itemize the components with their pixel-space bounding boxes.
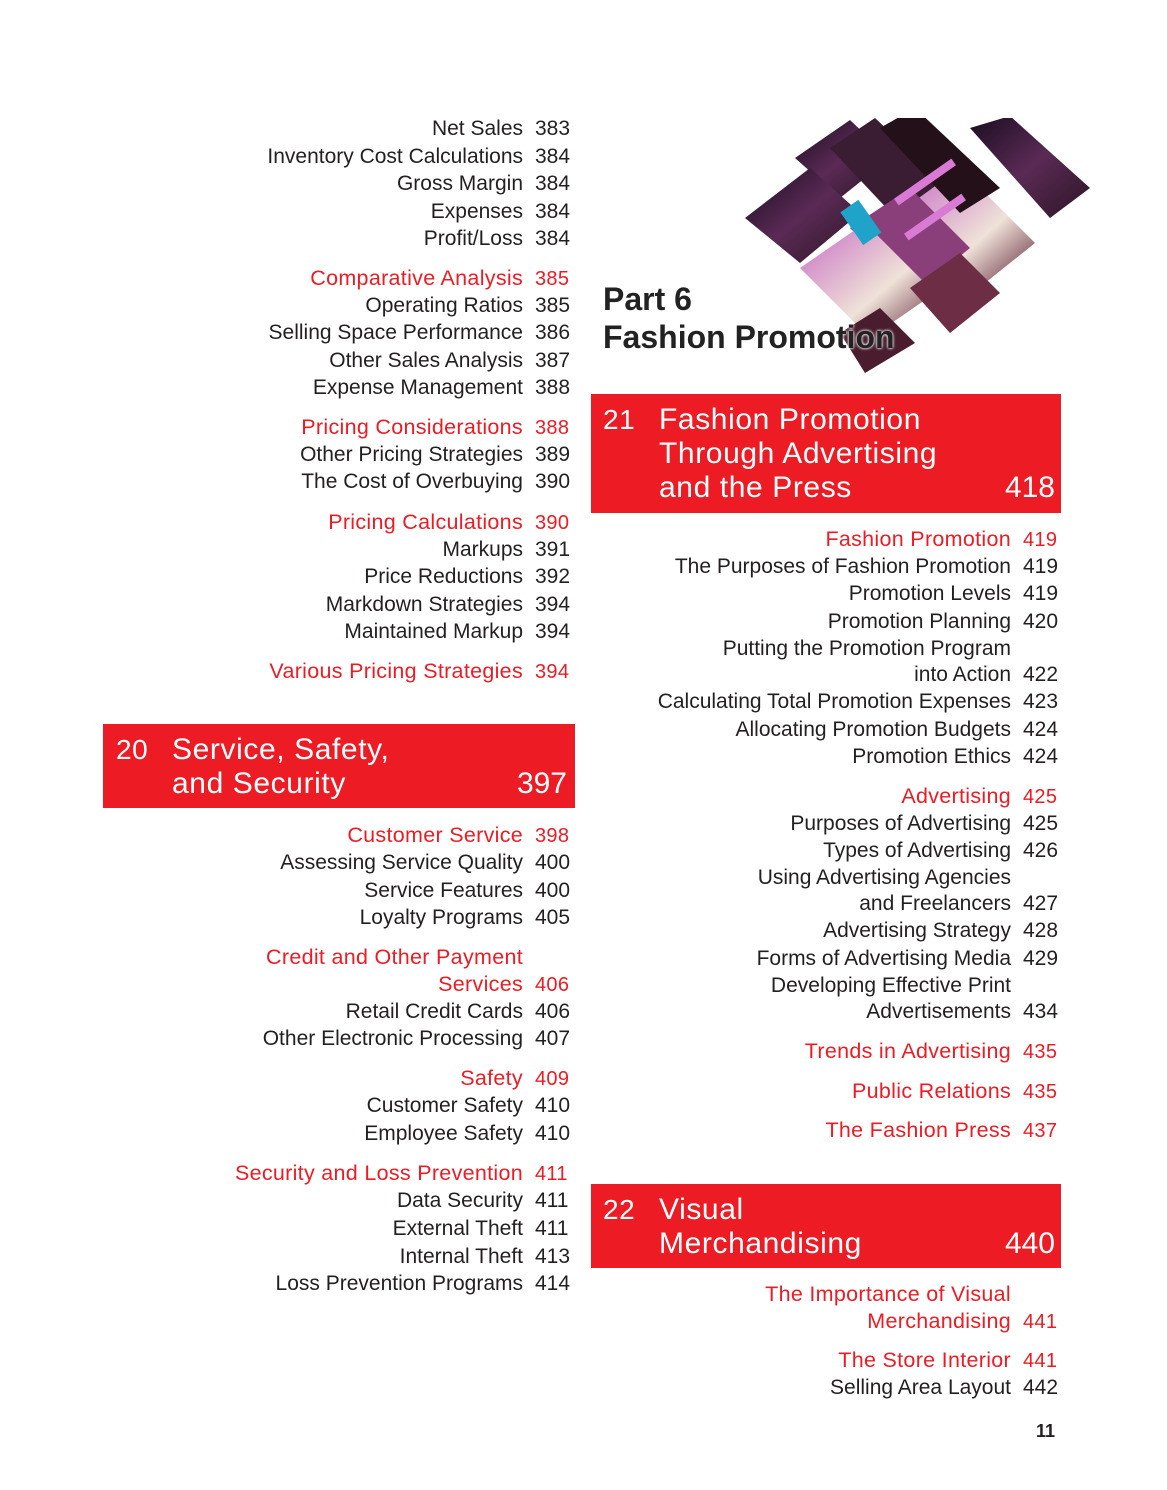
toc-section-heading: Credit and Other Payment: [266, 945, 523, 969]
toc-entry: and Freelancers 427: [859, 892, 1059, 915]
toc-section-heading: Services 406: [438, 972, 570, 996]
toc-entry: Retail Credit Cards 406: [345, 1000, 571, 1023]
toc-entry: Maintained Markup 394: [344, 620, 571, 643]
toc-section-heading: Security and Loss Prevention 411: [234, 1161, 568, 1185]
toc-entry: Profit/Loss 384: [423, 227, 571, 250]
toc-entry: External Theft 411: [392, 1217, 569, 1240]
toc-section-heading: Safety 409: [460, 1066, 570, 1090]
chapter-title: and the Press: [659, 471, 852, 504]
toc-section-heading: The Fashion Press 437: [825, 1118, 1058, 1142]
toc-section-heading: Customer Service 398: [347, 823, 570, 847]
toc-entry: Developing Effective Print: [770, 974, 1011, 997]
toc-section-heading: The Importance of Visual: [765, 1282, 1011, 1306]
toc-entry: Expenses 384: [430, 200, 571, 223]
toc-entry: The Cost of Overbuying 390: [301, 470, 571, 493]
toc-section-heading: Comparative Analysis 385: [310, 266, 570, 290]
toc-entry: Gross Margin 384: [396, 172, 571, 195]
toc-entry: Calculating Total Promotion Expenses 423: [657, 690, 1059, 713]
chapter-page: 418: [1004, 471, 1055, 504]
toc-entry: Other Pricing Strategies 389: [300, 443, 571, 466]
toc-entry: Customer Safety 410: [366, 1094, 571, 1117]
toc-entry: Using Advertising Agencies: [757, 866, 1011, 889]
toc-entry: Allocating Promotion Budgets 424: [735, 718, 1059, 741]
toc-entry: Selling Space Performance 386: [268, 321, 571, 344]
chapter-title: Service, Safety,: [172, 733, 390, 766]
toc-entry: Purposes of Advertising 425: [790, 812, 1059, 835]
toc-section-heading: Public Relations 435: [852, 1079, 1058, 1103]
toc-section-heading: The Store Interior 441: [838, 1348, 1058, 1372]
toc-entry: Selling Area Layout 442: [830, 1376, 1059, 1399]
chapter-page: 397: [516, 767, 567, 800]
toc-entry: Putting the Promotion Program: [722, 637, 1011, 660]
chapter-20-banner: [103, 724, 575, 808]
toc-entry: Data Security 411: [396, 1189, 569, 1212]
toc-entry: Markdown Strategies 394: [325, 593, 571, 616]
toc-entry: Advertisements 434: [866, 1000, 1059, 1023]
toc-section-heading: Fashion Promotion 419: [825, 527, 1058, 551]
toc-entry: Other Sales Analysis 387: [329, 349, 571, 372]
part-name: Fashion Promotion: [603, 319, 895, 355]
chapter-title: Through Advertising: [659, 437, 938, 470]
chapter-number: 20: [116, 734, 149, 765]
toc-entry: Service Features 400: [364, 879, 571, 902]
toc-section-heading: Advertising 425: [901, 784, 1058, 808]
toc-section-heading: Pricing Considerations 388: [301, 415, 570, 439]
toc-entry: Markups 391: [442, 538, 571, 561]
toc-entry: Price Reductions 392: [364, 565, 571, 588]
toc-entry: Advertising Strategy 428: [823, 919, 1059, 942]
toc-entry: Inventory Cost Calculations 384: [267, 145, 571, 168]
chapter-title: Visual: [659, 1193, 744, 1226]
toc-entry: Internal Theft 413: [399, 1245, 571, 1268]
toc-section-heading: Various Pricing Strategies 394: [269, 659, 570, 683]
toc-section-heading: Merchandising 441: [867, 1309, 1058, 1333]
toc-entry: Loss Prevention Programs 414: [275, 1272, 571, 1295]
chapter-number: 22: [603, 1194, 636, 1225]
toc-entry: Net Sales 383: [431, 117, 571, 140]
chapter-title: Merchandising: [659, 1227, 862, 1260]
chapter-title: and Security: [172, 767, 346, 800]
toc-entry: Operating Ratios 385: [365, 294, 571, 317]
toc-entry: Types of Advertising 426: [823, 839, 1059, 862]
part-number: Part 6: [603, 281, 692, 317]
toc-entry: Expense Management 388: [312, 376, 571, 399]
chapter-title: Fashion Promotion: [659, 403, 921, 436]
toc-entry: Forms of Advertising Media 429: [756, 947, 1059, 970]
toc-entry: Promotion Levels 419: [848, 582, 1059, 605]
toc-entry: Employee Safety 410: [364, 1122, 571, 1145]
toc-entry: Promotion Planning 420: [827, 610, 1059, 633]
toc-entry: Promotion Ethics 424: [852, 745, 1059, 768]
chapter-number: 21: [603, 404, 636, 435]
chapter-page: 440: [1004, 1227, 1055, 1260]
chapter-22-banner: [591, 1184, 1061, 1268]
toc-entry: into Action 422: [914, 663, 1059, 686]
toc-section-heading: Pricing Calculations 390: [328, 510, 570, 534]
toc-entry: Other Electronic Processing 407: [262, 1027, 571, 1050]
toc-entry: Loyalty Programs 405: [359, 906, 571, 929]
toc-entry: Assessing Service Quality 400: [280, 851, 571, 874]
toc-section-heading: Trends in Advertising 435: [804, 1039, 1058, 1063]
toc-entry: The Purposes of Fashion Promotion 419: [674, 555, 1059, 578]
page-number: 11: [1035, 1421, 1055, 1441]
